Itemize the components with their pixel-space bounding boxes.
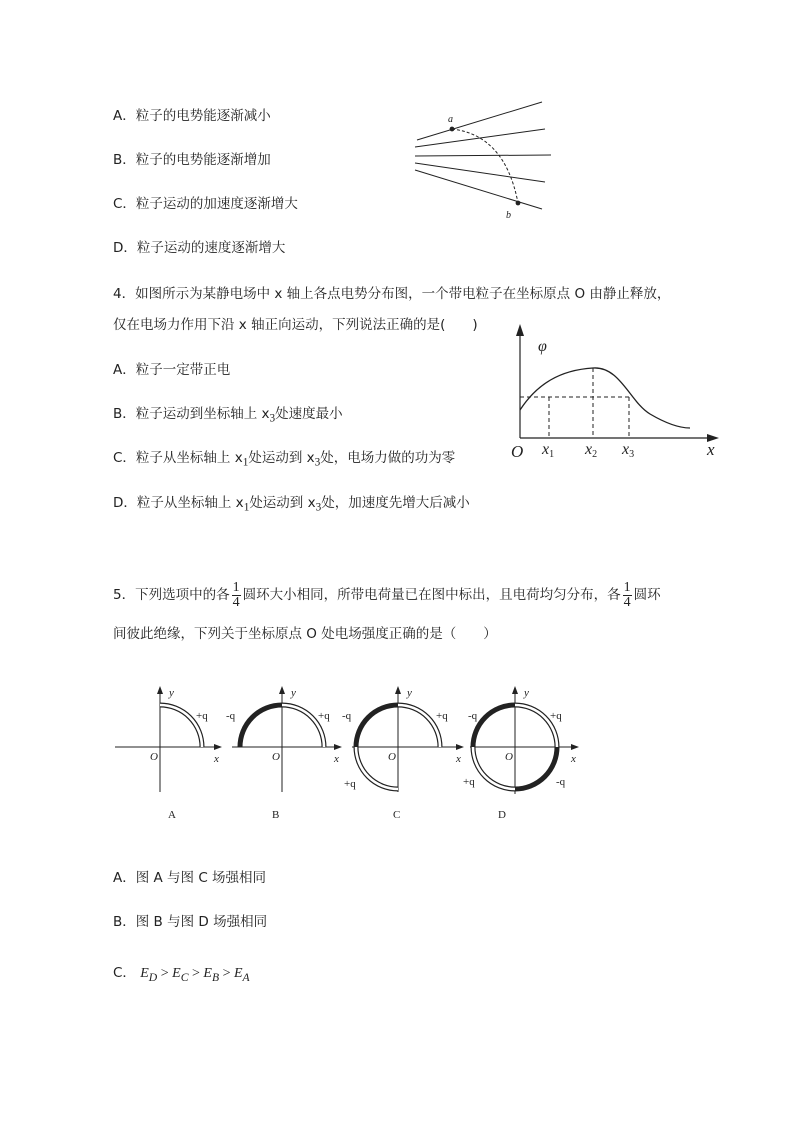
svg-text:x: x [214,753,219,765]
q5-option-c-formula: $E_D > E_C > E_B > E_A$ [140,966,250,984]
svg-text:y: y [291,687,296,699]
q5-panel-c [342,686,464,821]
q3-point-b-label: b [506,210,511,221]
q4-y-axis-label: φ [538,338,547,355]
q3-option-d: D．粒子运动的速度逐渐增大 [113,240,286,256]
svg-text:O: O [150,751,158,763]
svg-text:x: x [456,753,461,765]
q5-stem-line1: 5．下列选项中的各 $\frac{1}{4}$ 圆环大小相同，所带电荷量已在图中标出，且电荷均匀分布，各 $\frac{1}{4}$ 圆环 [113,579,661,610]
q5-fraction-quarter: $\frac{1}{4}$ [232,579,240,610]
q5-stem-line2: 间彼此绝缘，下列关于坐标原点 O 处电场强度正确的是（ ） [113,626,497,642]
q4-option-a: A．粒子一定带正电 [113,362,231,378]
svg-text:x: x [334,753,339,765]
q4-option-d: D．粒子从坐标轴上 $x_1$处运动到 $x_3$处，加速度先增大后减小 [113,495,470,514]
q5-caption-c: C [393,809,401,821]
svg-text:O: O [388,751,396,763]
svg-text:y: y [524,687,529,699]
q4-stem-line2: 仅在电场力作用下沿 x 轴正向运动，下列说法正确的是( ) [113,317,478,333]
q3-point-a-label: a [448,114,453,125]
q4-stem-line1: 4．如图所示为某静电场中 x 轴上各点电势分布图，一个带电粒子在坐标原点 O 由静止释放， [113,286,671,302]
svg-text:y: y [407,687,412,699]
q3-field-lines-figure [405,95,565,225]
svg-text:-q: -q [468,710,478,722]
q4-origin-label: O [511,442,524,461]
svg-text:+q: +q [196,710,208,722]
svg-text:+q: +q [344,778,356,790]
q3-option-b: B．粒子的电势能逐渐增加 [113,152,271,168]
svg-text:-q: -q [342,710,352,722]
q5-option-b: B．图 B 与图 D 场强相同 [113,914,268,930]
q5-rings-figure [110,682,590,827]
svg-text:+q: +q [463,776,475,788]
q4-option-c: C．粒子从坐标轴上 $x_1$处运动到 $x_3$处，电场力做的功为零 [113,450,456,469]
q3-option-a: A．粒子的电势能逐渐减小 [113,108,271,124]
svg-text:+q: +q [550,710,562,722]
q5-caption-b: B [272,809,280,821]
q5-panel-a [115,686,222,821]
q5-caption-a: A [168,809,176,821]
svg-text:-q: -q [226,710,236,722]
q4-x-axis-label: x [707,440,715,459]
svg-text:-q: -q [556,776,566,788]
q5-panel-b [226,686,342,821]
q5-option-c: C． $E_D > E_C > E_B > E_A$ [113,965,250,984]
q5-caption-d: D [498,809,506,821]
svg-text:x: x [571,753,576,765]
q4-tick-x2: x2 [585,441,598,460]
q5-panel-d [463,686,579,821]
svg-text:+q: +q [318,710,330,722]
svg-text:y: y [169,687,174,699]
q5-fraction-quarter-2: $\frac{1}{4}$ [623,579,631,610]
q5-option-a: A．图 A 与图 C 场强相同 [113,870,267,886]
svg-text:O: O [272,751,280,763]
svg-text:+q: +q [436,710,448,722]
svg-text:O: O [505,751,513,763]
q4-tick-x3: x3 [622,441,635,460]
q4-potential-graph [505,322,725,462]
q4-option-b: B．粒子运动到坐标轴上 $x_3$处速度最小 [113,406,343,425]
q3-option-c: C．粒子运动的加速度逐渐增大 [113,196,298,212]
q4-tick-x1: x1 [542,441,555,460]
